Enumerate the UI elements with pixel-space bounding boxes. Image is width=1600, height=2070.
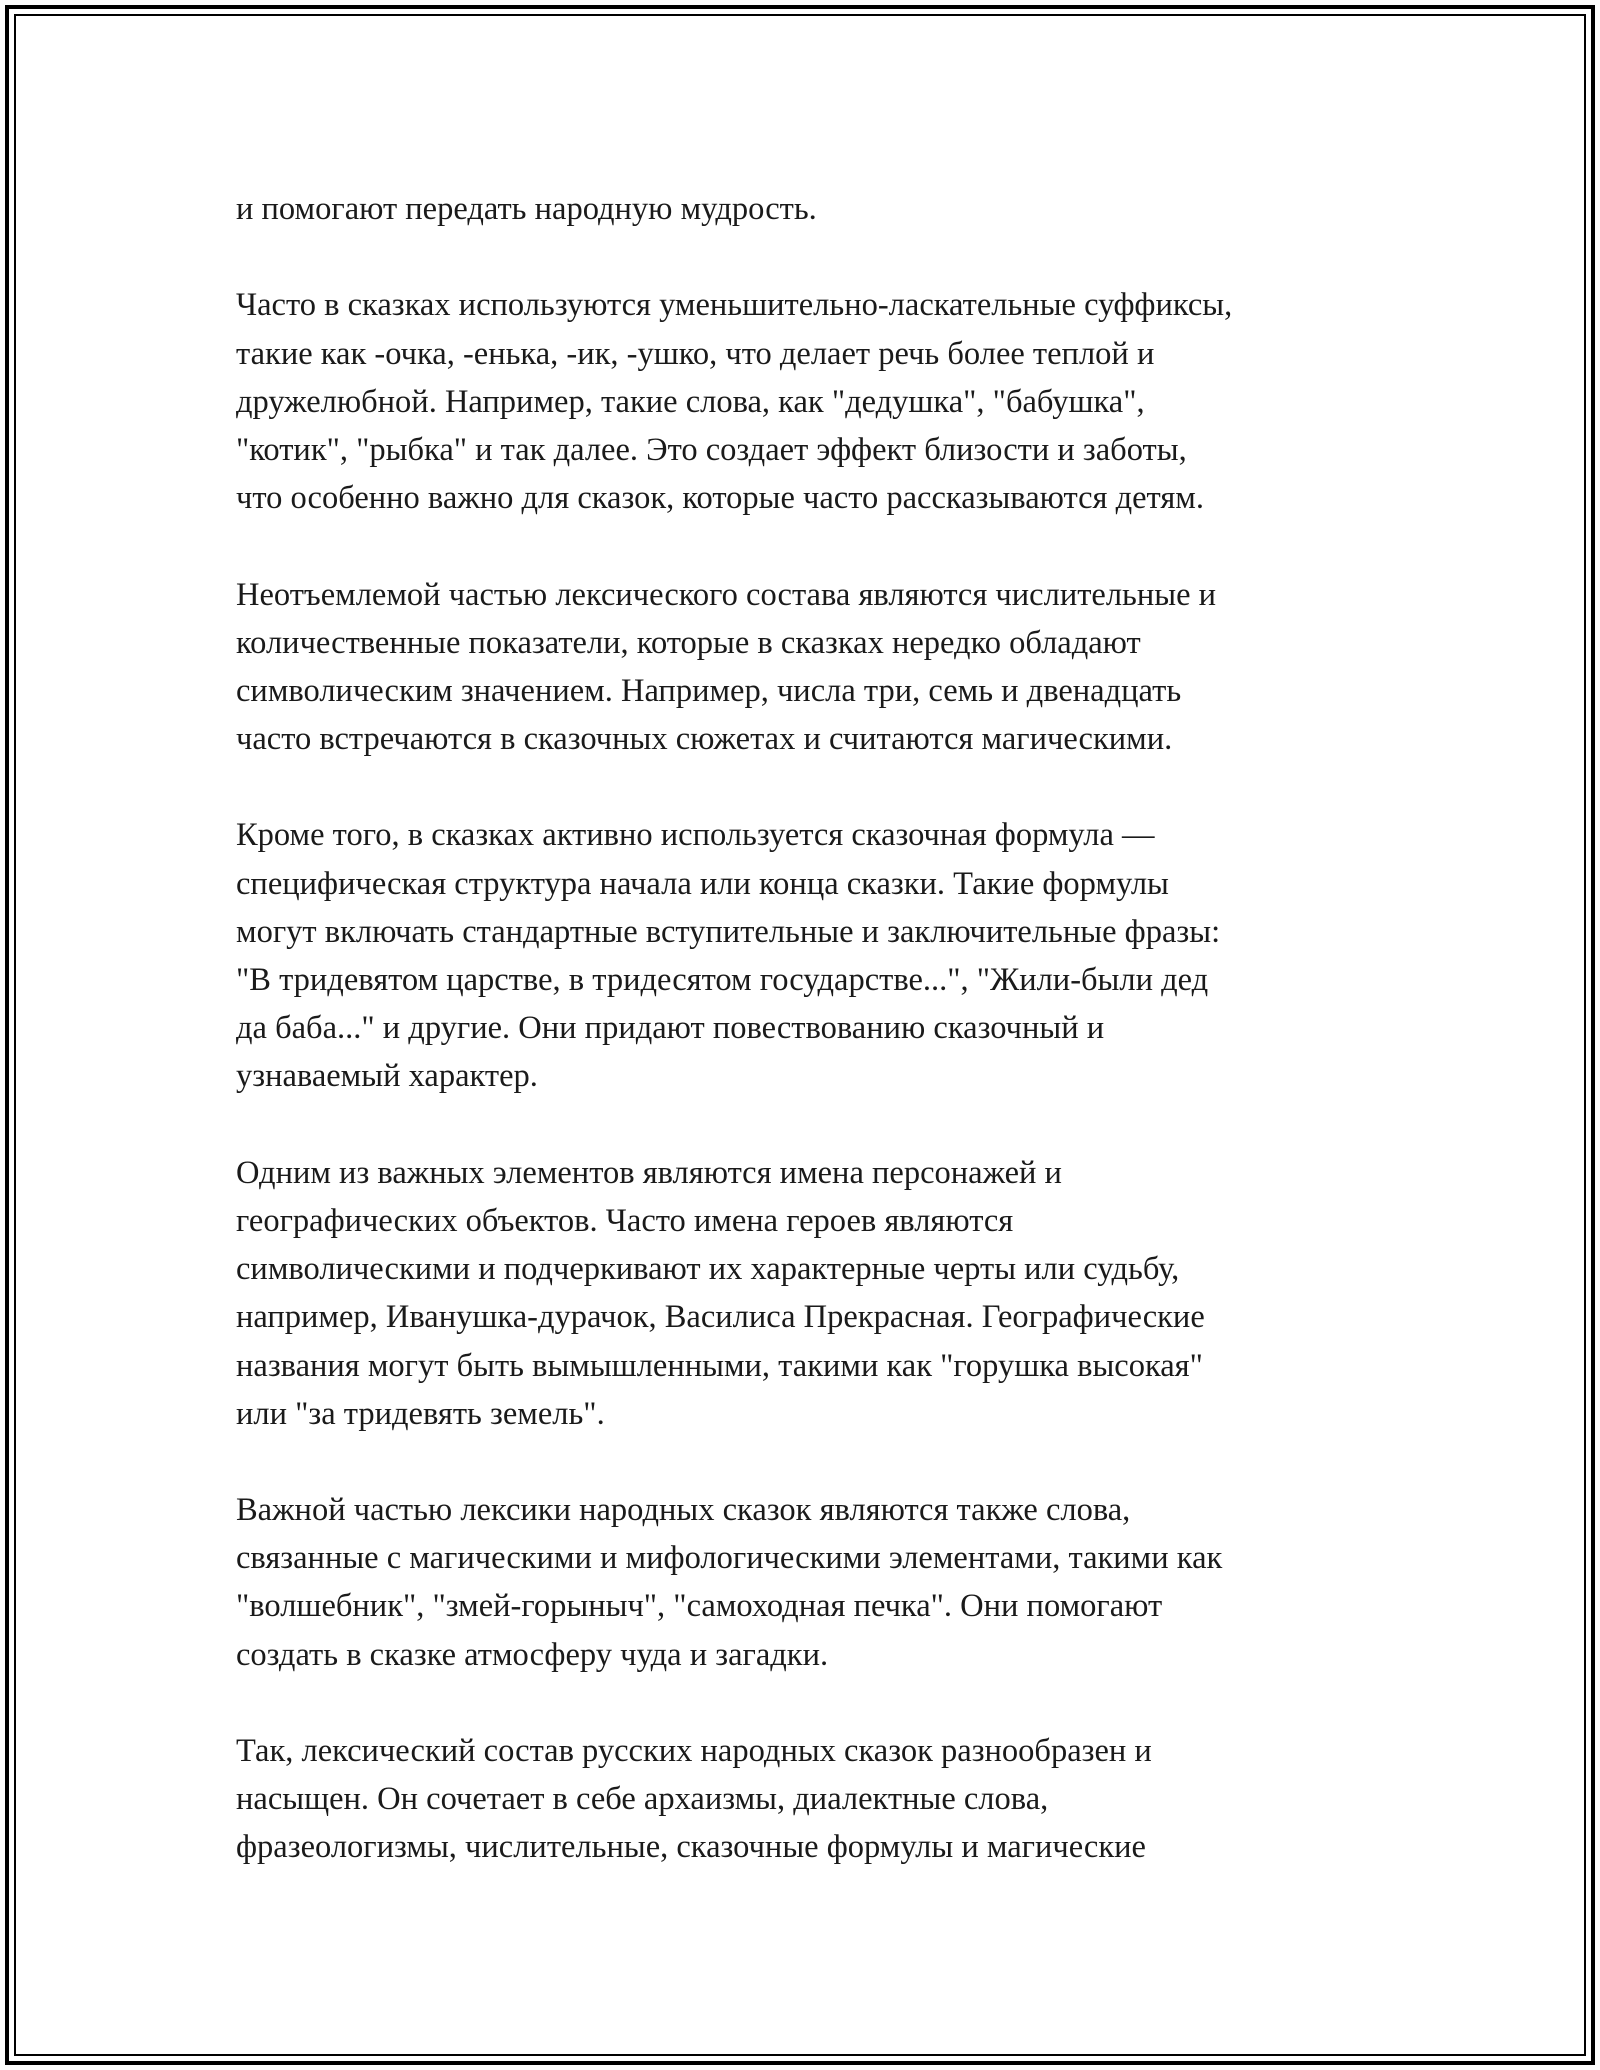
text-line: Неотъемлемой частью лексического состава являются числительные и [236,576,1217,613]
paragraph [236,571,1386,764]
text-line: такие как -очка, -енька, -ик, -ушко, что делает речь более теплой и [236,335,1155,372]
text-line: связанные с магическими и мифологическими элементами, такими как [236,1540,1223,1577]
text-line: Важной частью лексики народных сказок являются также слова, [236,1492,1131,1529]
text-line: что особенно важно для сказок, которые часто рассказываются детям. [236,480,1204,517]
document-body [236,185,1386,1872]
text-line: символическим значением. Например, числа три, семь и двенадцать [236,672,1182,709]
text-line: специфическая структура начала или конца сказки. Такие формулы [236,865,1169,902]
text-line: "котик", "рыбка" и так далее. Это создает эффект близости и заботы, [236,431,1187,468]
text-line: да баба..." и другие. Они придают повествованию сказочный и [236,1010,1105,1047]
text-line: Так, лексический состав русских народных сказок разнообразен и [236,1733,1152,1769]
text-line: символическими и подчеркивают их характерные черты или судьбу, [236,1251,1180,1288]
text-line: или "за тридевять земель". [236,1395,605,1432]
paragraph [236,1149,1386,1438]
paragraph [236,185,1386,233]
paragraph [236,1727,1386,1872]
text-line: "волшебник", "змей-горыныч", "самоходная печка". Они помогают [236,1588,1163,1625]
text-line: создать в сказке атмосферу чуда и загадки. [236,1636,829,1673]
text-line: насыщен. Он сочетает в себе архаизмы, диалектные слова, [236,1781,1049,1818]
text-line: например, Иванушка-дурачок, Василиса Прекрасная. Географические [236,1299,1205,1336]
text-line: количественные показатели, которые в сказках нередко обладают [236,624,1141,661]
paragraph [236,811,1386,1100]
text-line: Кроме того, в сказках активно используется сказочная формула — [236,817,1155,854]
text-line: Одним из важных элементов являются имена персонажей и [236,1154,1062,1191]
text-line: могут включать стандартные вступительные и заключительные фразы: [236,913,1221,950]
text-line: узнаваемый характер. [236,1058,538,1095]
text-line: Часто в сказках используются уменьшительно-ласкательные суффиксы, [236,287,1233,324]
text-line: названия могут быть вымышленными, такими как "горушка высокая" [236,1347,1203,1384]
paragraph [236,281,1386,522]
paragraph [236,1486,1386,1679]
text-line: фразеологизмы, числительные, сказочные формулы и магические [236,1829,1146,1866]
text-line: географических объектов. Часто имена героев являются [236,1202,1014,1239]
text-line: "В тридевятом царстве, в тридесятом государстве...", "Жили-были дед [236,962,1209,998]
text-line: часто встречаются в сказочных сюжетах и считаются магическими. [236,721,1173,758]
text-line: дружелюбной. Например, такие слова, как "дедушка", "бабушка", [236,383,1145,420]
text-line: и помогают передать народную мудрость. [236,191,817,227]
